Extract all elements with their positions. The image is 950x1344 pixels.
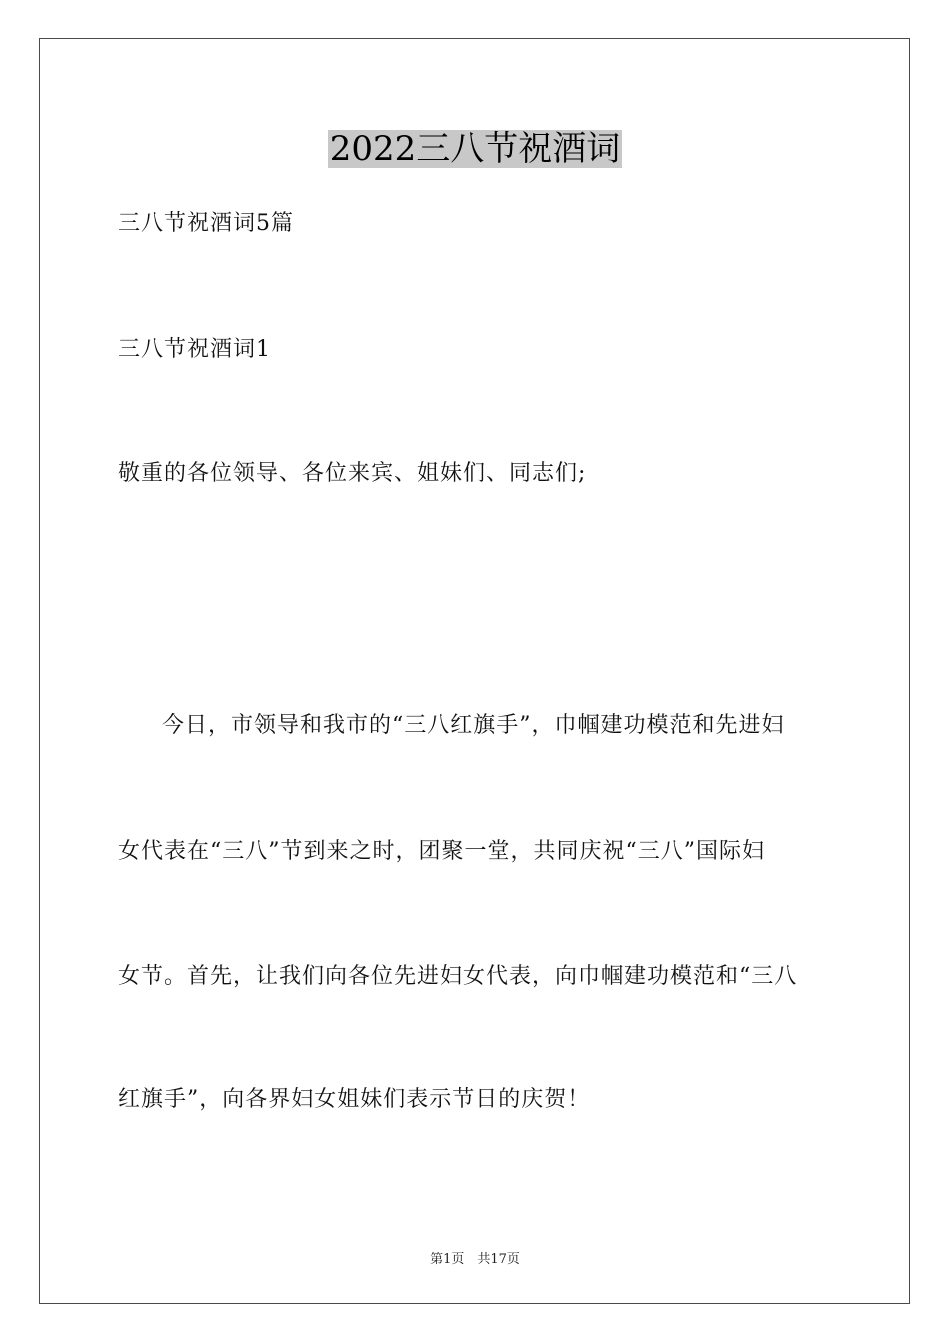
paragraph-line: 今日，市领导和我市的“三八红旗手”，巾帼建功模范和先进妇 xyxy=(162,713,785,738)
paragraph-line: 女节。首先，让我们向各位先进妇女代表，向巾帼建功模范和“三八 xyxy=(118,964,798,989)
paragraph-line: 红旗手”，向各界妇女姐妹们表示节日的庆贺！ xyxy=(118,1087,591,1112)
document-subtitle: 三八节祝酒词5篇 xyxy=(118,211,294,236)
section-heading: 三八节祝酒词1 xyxy=(118,337,271,362)
salutation: 敬重的各位领导、各位来宾、姐妹们、同志们; xyxy=(118,461,587,486)
page-number: 第1页 共17页 xyxy=(430,1252,520,1267)
page-footer xyxy=(0,1248,950,1267)
title-container xyxy=(0,130,950,168)
document-title: 2022三八节祝酒词 xyxy=(329,129,621,169)
paragraph-line: 女代表在“三八”节到来之时，团聚一堂，共同庆祝“三八”国际妇 xyxy=(118,839,765,864)
